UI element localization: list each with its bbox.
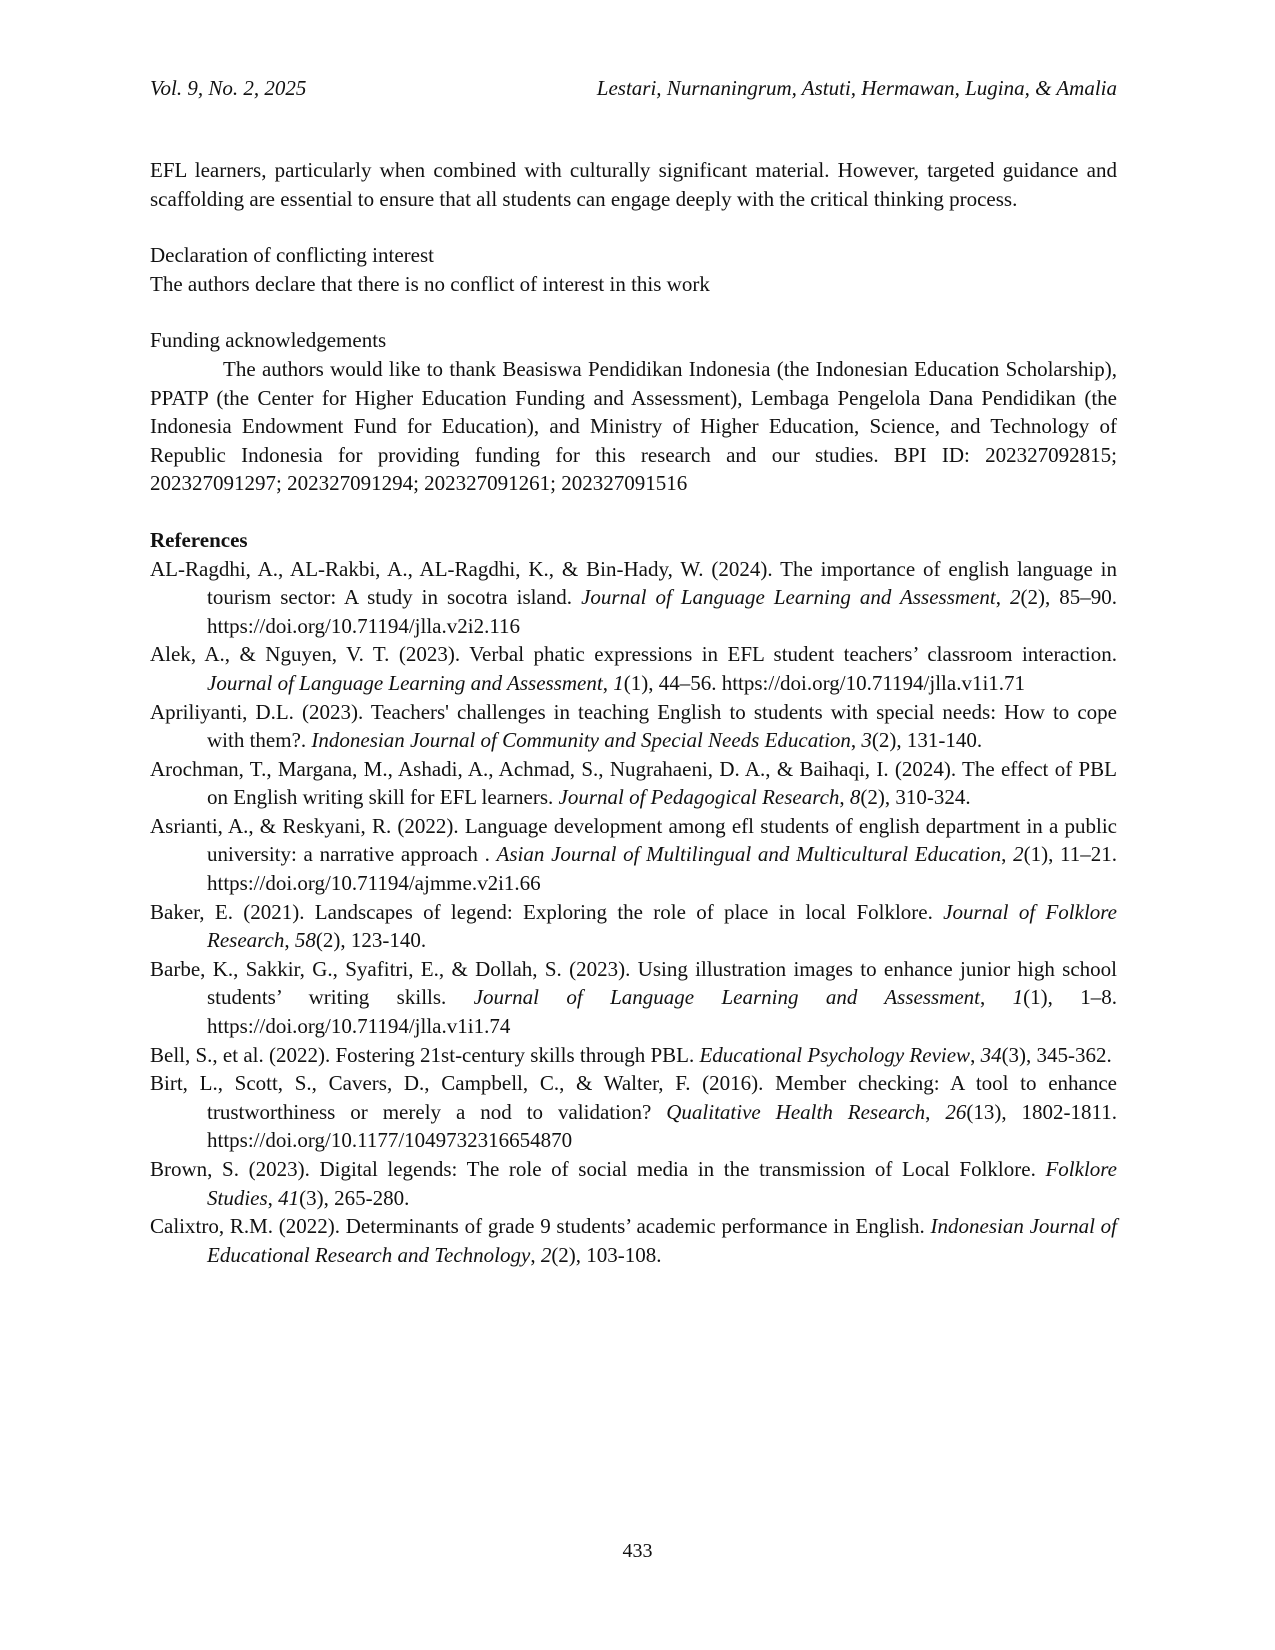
reference-entry <box>150 1069 1117 1155</box>
reference-journal: Asian Journal of Multilingual and Multicultural Education <box>496 842 1002 867</box>
reference-journal: Journal of Pedagogical Research <box>558 785 840 810</box>
reference-entry <box>150 755 1117 812</box>
reference-pre: Barbe, K., Sakkir, G., Syafitri, E., & Dollah, S. (2023). Using illustration images to enhance junior high school students’ writing skills. <box>150 956 1117 1010</box>
reference-pre: Birt, L., Scott, S., Cavers, D., Campbell, C., & Walter, F. (2016). Member checking: A tool to enhance trustworthiness or merely a nod to validation? <box>150 1071 1117 1124</box>
reference-entry <box>150 698 1117 755</box>
reference-vol: 2 <box>540 1242 552 1267</box>
reference-vol: 41 <box>278 1185 300 1210</box>
reference-journal: Indonesian Journal of Community and Special Needs Education <box>311 728 851 753</box>
reference-post: (3), 265-280. <box>299 1185 410 1210</box>
reference-entry <box>150 555 1117 641</box>
reference-sep: , <box>839 785 850 810</box>
reference-post: (1), 11–21. https://doi.org/10.71194/ajmme.v2i1.66 <box>207 842 1117 896</box>
reference-sep: , <box>925 1099 946 1124</box>
reference-journal: Qualitative Health Research <box>666 1099 926 1124</box>
funding-text: The authors would like to thank Beasiswa Pendidikan Indonesia (the Indonesian Education Scholarship), PPATP (the Center for Higher Education Funding and Assessment), Lembaga Pengelola Dana Pendidikan (the Indonesia Endowment Fund for Education), and Ministry of Higher Education, Science, and Technology of Republic Indonesia for providing funding for this research and our studies. BPI ID: 202327092815; 202327091297; 202327091294; 202327091261; 202327091516 <box>150 356 1117 496</box>
conflict-heading: Declaration of conflicting interest <box>150 243 434 268</box>
reference-pre: AL-Ragdhi, A., AL-Rakbi, A., AL-Ragdhi, K., & Bin-Hady, W. (2024). The importance of english language in tourism sector: A study in socotra island. <box>150 556 1117 610</box>
authors-header: Lestari, Nurnaningrum, Astuti, Hermawan, Lugina, & Amalia <box>596 76 1117 100</box>
reference-entry <box>150 1155 1117 1212</box>
reference-vol: 8 <box>849 785 861 810</box>
reference-entry <box>150 1041 1117 1070</box>
reference-post: (2), 85–90. https://doi.org/10.71194/jlla.v2i2.116 <box>207 585 1117 638</box>
reference-sep: , <box>530 1242 541 1267</box>
reference-entry <box>150 812 1117 898</box>
reference-vol: 3 <box>861 728 872 753</box>
reference-post: (2), 131-140. <box>871 728 983 753</box>
reference-entry <box>150 1212 1117 1269</box>
funding-heading: Funding acknowledgements <box>150 328 387 353</box>
reference-pre: Brown, S. (2023). Digital legends: The role of social media in the transmission of Local Folklore. <box>150 1157 1046 1181</box>
references-heading: References <box>150 527 248 552</box>
reference-sep: , <box>970 1042 981 1067</box>
reference-vol: 34 <box>980 1042 1002 1067</box>
reference-vol: 26 <box>945 1099 967 1124</box>
intro-paragraph: EFL learners, particularly when combined with culturally significant material. However, targeted guidance and scaffolding are essential to ensure that all students can engage deeply with the critical thinking process. <box>150 158 1117 211</box>
reference-entry <box>150 898 1117 955</box>
reference-pre: Baker, E. (2021). Landscapes of legend: Exploring the role of place in local Folklore. <box>150 899 944 924</box>
reference-pre: Bell, S., et al. (2022). Fostering 21st-century skills through PBL. <box>150 1042 700 1067</box>
reference-sep: , <box>850 728 862 753</box>
reference-sep: , <box>602 670 614 695</box>
reference-list <box>150 555 1117 1270</box>
reference-sep: , <box>1001 842 1014 867</box>
reference-pre: Calixtro, R.M. (2022). Determinants of grade 9 students’ academic performance in English. <box>150 1214 931 1239</box>
reference-journal: Journal of Folklore Research <box>207 899 1117 953</box>
reference-post: (2), 310-324. <box>860 785 971 810</box>
reference-journal: Educational Psychology Review <box>699 1042 971 1067</box>
reference-journal: Journal of Language Learning and Assessment <box>207 670 603 695</box>
reference-sep: , <box>980 985 1013 1010</box>
reference-post: (2), 103-108. <box>551 1242 662 1267</box>
reference-sep: , <box>267 1185 279 1210</box>
reference-sep: , <box>995 585 1010 610</box>
reference-pre: Asrianti, A., & Reskyani, R. (2022). Language development among efl students of english department in a public university: a narrative approach . <box>150 813 1117 867</box>
reference-post: (13), 1802-1811. https://doi.org/10.1177/1049732316654870 <box>207 1099 1117 1153</box>
journal-volume: Vol. 9, No. 2, 2025 <box>150 76 307 100</box>
conflict-text: The authors declare that there is no conflict of interest in this work <box>150 271 710 296</box>
reference-journal: Indonesian Journal of Educational Research and Technology <box>207 1214 1117 1267</box>
reference-vol: 2 <box>1009 585 1021 610</box>
reference-post: (2), 123-140. <box>315 928 427 953</box>
reference-vol: 1 <box>613 670 624 695</box>
reference-vol: 2 <box>1013 842 1024 867</box>
reference-vol: 1 <box>1012 985 1024 1010</box>
reference-journal: Folklore Studies <box>207 1157 1117 1210</box>
reference-post: (1), 1–8. https://doi.org/10.71194/jlla.v1i1.74 <box>207 985 1118 1039</box>
reference-pre: Arochman, T., Margana, M., Ashadi, A., Achmad, S., Nugrahaeni, D. A., & Baihaqi, I. (2024). The effect of PBL on English writing skill for EFL learners. <box>150 756 1117 810</box>
reference-pre: Alek, A., & Nguyen, V. T. (2023). Verbal phatic expressions in EFL student teachers’ classroom interaction. <box>150 642 1117 667</box>
reference-entry <box>150 640 1117 697</box>
reference-sep: , <box>284 928 295 953</box>
page-content <box>150 156 1117 1269</box>
reference-post: (3), 345-362. <box>1001 1042 1112 1067</box>
reference-journal: Journal of Language Learning and Assessment <box>581 585 996 610</box>
reference-entry <box>150 955 1117 1041</box>
reference-post: (1), 44–56. https://doi.org/10.71194/jlla.v1i1.71 <box>623 670 1026 695</box>
page-number: 433 <box>622 1540 653 1562</box>
reference-pre: Apriliyanti, D.L. (2023). Teachers' challenges in teaching English to students with special needs: How to cope with them?. <box>150 699 1117 753</box>
reference-journal: Journal of Language Learning and Assessment <box>473 985 981 1010</box>
reference-vol: 58 <box>294 928 316 953</box>
